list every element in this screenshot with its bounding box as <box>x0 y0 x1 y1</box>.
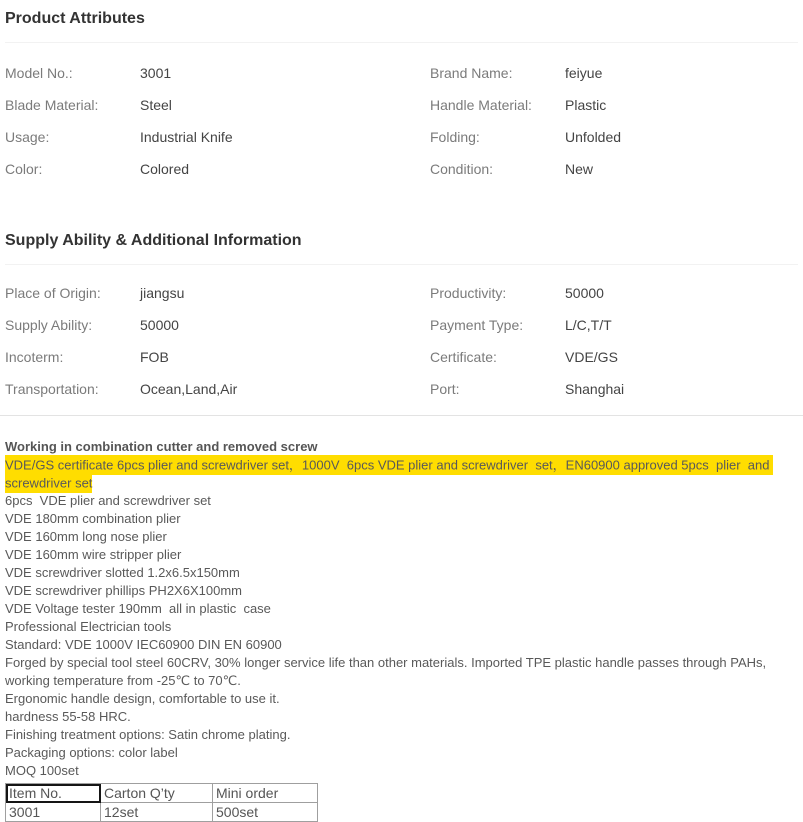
product-attributes-grid <box>5 63 798 191</box>
description-line: Finishing treatment options: Satin chrome plating. <box>5 727 291 742</box>
attr-row-productivity <box>430 283 798 315</box>
product-attributes-section <box>5 8 798 191</box>
table-header-row <box>6 784 318 803</box>
description-line: VDE 160mm wire stripper plier <box>5 547 182 562</box>
table-header-carton-qty: Carton Q’ty <box>101 784 213 803</box>
attr-value: Shanghai <box>565 381 625 397</box>
attr-row-handle-material <box>430 95 798 127</box>
attr-value: feiyue <box>565 65 603 81</box>
description-line: Ergonomic handle design, comfortable to use it. <box>5 691 280 706</box>
attr-value: Industrial Knife <box>140 129 233 145</box>
attr-label: Handle Material: <box>430 97 532 113</box>
description-line: VDE Voltage tester 190mm all in plastic case <box>5 601 271 616</box>
description-line: VDE 180mm combination plier <box>5 511 181 526</box>
table-header-mini-order: Mini order <box>213 784 318 803</box>
attr-label: Productivity: <box>430 285 507 301</box>
attr-row-payment-type <box>430 315 798 347</box>
attr-row-incoterm <box>5 347 430 379</box>
attr-label: Condition: <box>430 161 494 177</box>
attr-value: L/C,T/T <box>565 317 612 333</box>
attr-value: VDE/GS <box>565 349 618 365</box>
attr-label: Incoterm: <box>5 349 64 365</box>
attr-label: Usage: <box>5 129 50 145</box>
attr-label: Certificate: <box>430 349 497 365</box>
section-divider <box>0 415 803 416</box>
attr-value: Ocean,Land,Air <box>140 381 238 397</box>
attr-row-model-no <box>5 63 430 95</box>
order-info-table <box>5 783 318 822</box>
attr-value: Plastic <box>565 97 607 113</box>
attr-label: Model No.: <box>5 65 73 81</box>
attr-value: Unfolded <box>565 129 622 145</box>
description-line: 6pcs VDE plier and screwdriver set <box>5 493 211 508</box>
attributes-right-column <box>430 63 798 191</box>
attr-value: New <box>565 161 594 177</box>
attr-label: Blade Material: <box>5 97 99 113</box>
attr-row-place-of-origin <box>5 283 430 315</box>
section-title-product-attributes: Product Attributes <box>5 8 798 43</box>
attr-row-blade-material <box>5 95 430 127</box>
attr-value: 3001 <box>140 65 172 81</box>
description-section <box>5 438 798 822</box>
table-cell-mini-order: 500set <box>213 803 318 822</box>
supply-left-column <box>5 283 430 411</box>
attr-row-port <box>430 379 798 411</box>
attr-value: 50000 <box>140 317 179 333</box>
table-header-item-no: Item No. <box>6 784 101 803</box>
attr-row-transportation <box>5 379 430 411</box>
description-line: MOQ 100set <box>5 763 79 778</box>
attr-value: 50000 <box>565 285 604 301</box>
attr-label: Brand Name: <box>430 65 513 81</box>
attr-row-certificate <box>430 347 798 379</box>
description-line: VDE 160mm long nose plier <box>5 529 167 544</box>
description-line: Standard: VDE 1000V IEC60900 DIN EN 60900 <box>5 637 282 652</box>
description-line: VDE screwdriver slotted 1.2x6.5x150mm <box>5 565 240 580</box>
attr-label: Supply Ability: <box>5 317 93 333</box>
description-line: Forged by special tool steel 60CRV, 30% longer service life than other materials. Imported TPE plastic handle passes through PAHs, working temperature from -25℃ to 70℃. <box>5 655 770 688</box>
supply-ability-section <box>5 230 798 411</box>
attributes-left-column <box>5 63 430 191</box>
attr-value: Colored <box>140 161 190 177</box>
attr-row-usage <box>5 127 430 159</box>
attr-value: Steel <box>140 97 172 113</box>
attr-label: Place of Origin: <box>5 285 101 301</box>
attr-row-color <box>5 159 430 191</box>
table-cell-carton-qty: 12set <box>101 803 213 822</box>
attr-label: Port: <box>430 381 460 397</box>
section-title-supply-ability: Supply Ability & Additional Information <box>5 230 798 265</box>
attr-label: Transportation: <box>5 381 99 397</box>
supply-right-column <box>430 283 798 411</box>
supply-grid <box>5 283 798 411</box>
attr-row-supply-ability <box>5 315 430 347</box>
description-line: Professional Electrician tools <box>5 619 172 634</box>
attr-value: jiangsu <box>140 285 185 301</box>
attr-label: Folding: <box>430 129 480 145</box>
description-highlight-line <box>5 456 798 492</box>
description-heading: Working in combination cutter and removed screw <box>5 439 318 454</box>
attr-row-folding <box>430 127 798 159</box>
description-line: VDE screwdriver phillips PH2X6X100mm <box>5 583 242 598</box>
attr-label: Payment Type: <box>430 317 524 333</box>
description-line: hardness 55-58 HRC. <box>5 709 131 724</box>
description-line: Packaging options: color label <box>5 745 178 760</box>
table-cell-item-no: 3001 <box>6 803 101 822</box>
attr-value: FOB <box>140 349 169 365</box>
attr-label: Color: <box>5 161 43 177</box>
highlighted-text: VDE/GS certificate 6pcs plier and screwdriver set，1000V 6pcs VDE plier and screwdriver set，EN60900 approved 5pcs plier and screwdriver set <box>5 455 773 493</box>
attr-row-brand-name <box>430 63 798 95</box>
attr-row-condition <box>430 159 798 191</box>
